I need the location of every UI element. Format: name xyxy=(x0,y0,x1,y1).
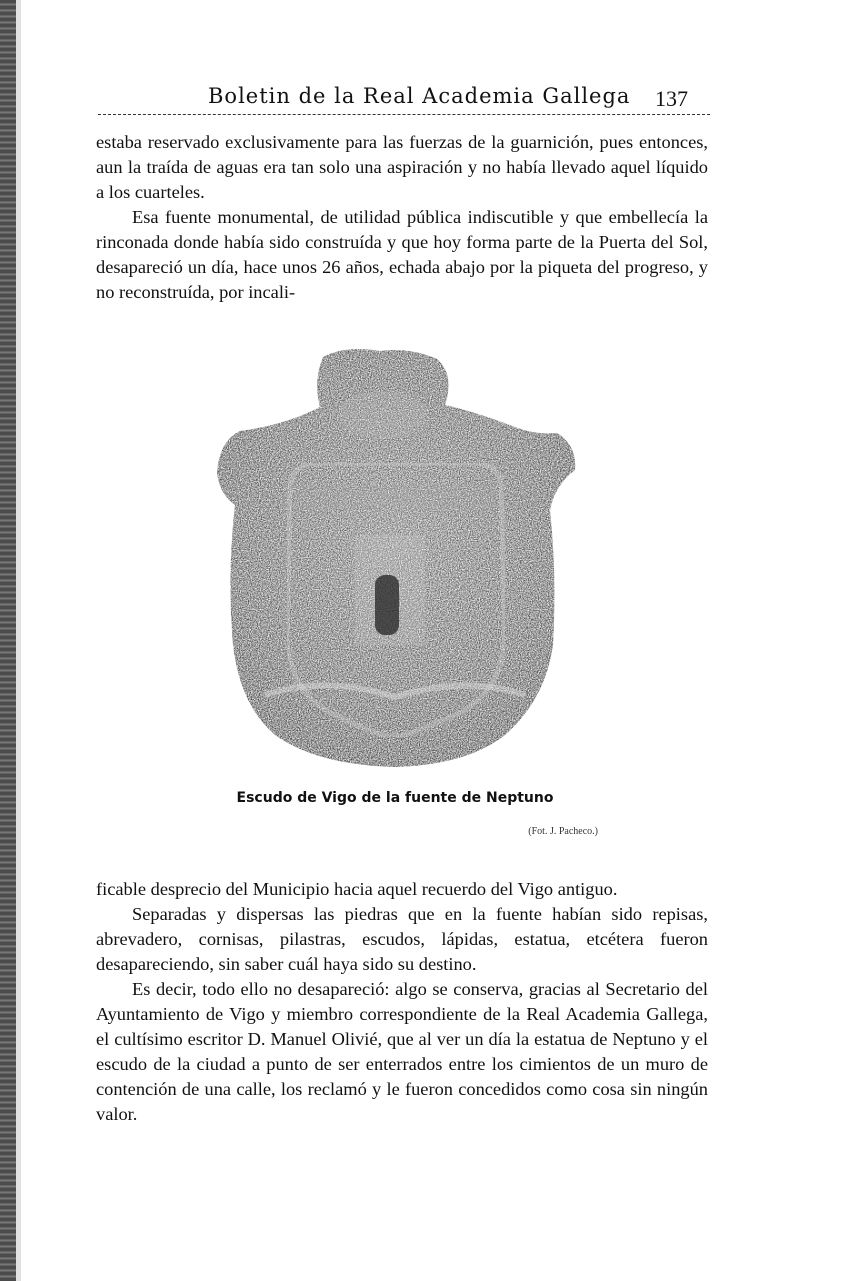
paragraph: Separadas y dispersas las piedras que en la fuente habían sido repisas, abrevadero, cornisas, pilastras, escudos, lápidas, estatua, etcétera fueron desapareciendo, sin saber cuál haya sido su destino. xyxy=(96,904,708,974)
body-text-top xyxy=(96,130,708,305)
running-title: Boletin de la Real Academia Gallega xyxy=(208,84,631,108)
paragraph: ficable desprecio del Municipio hacia aquel recuerdo del Vigo antiguo. xyxy=(96,879,618,899)
figure-caption: Escudo de Vigo de la fuente de Neptuno xyxy=(236,790,554,806)
book-binding-edge xyxy=(0,0,16,1281)
body-text-bottom xyxy=(96,877,708,1127)
photo-credit: (Fot. J. Pacheco.) xyxy=(528,826,598,837)
page-header xyxy=(90,80,710,114)
paragraph: Esa fuente monumental, de utilidad pública indiscutible y que embellecía la rinconada donde había sido construída y que hoy forma parte de la Puerta del Sol, desapareció un día, hace unos 26 años, echada abajo por la piqueta del progreso, y no reconstruída, por incali- xyxy=(96,207,708,302)
coat-of-arms-photo xyxy=(205,345,580,770)
stone-shield-image xyxy=(205,345,580,770)
paragraph: estaba reservado exclusivamente para las fuerzas de la guarnición, pues entonces, aun la traída de aguas era tan solo una aspiración y no había llevado aquel líquido a los cuarteles. xyxy=(96,132,708,202)
header-rule xyxy=(98,114,710,115)
binding-shadow xyxy=(16,0,21,1281)
paragraph: Es decir, todo ello no desapareció: algo se conserva, gracias al Secretario del Ayuntamiento de Vigo y miembro correspondiente de la Real Academia Gallega, el cultísimo escritor D. Manuel Olivié, que al ver un día la estatua de Neptuno y el escudo de la ciudad a punto de ser enterrados entre los cimientos de un muro de contención de una calle, los reclamó y le fueron concedidos como cosa sin ningún valor. xyxy=(96,979,708,1124)
page-number: 137 xyxy=(655,86,688,111)
